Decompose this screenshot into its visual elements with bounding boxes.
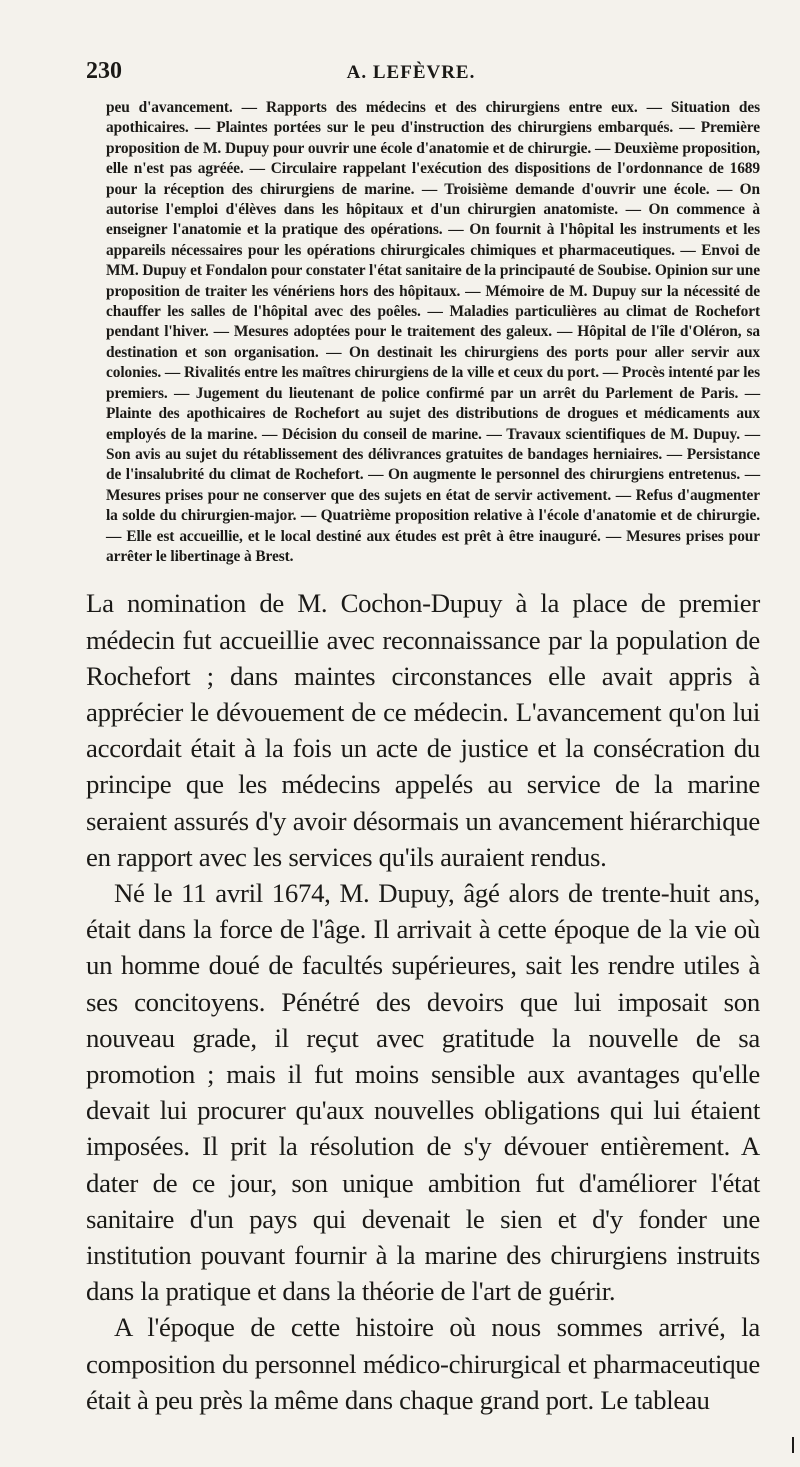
running-head: A. LEFÈVRE. [346, 62, 476, 83]
page-number: 230 [86, 58, 122, 84]
body-text [86, 585, 760, 1418]
paragraph: La nomination de M. Cochon-Dupuy à la place de premier médecin fut accueillie avec reconnaissance par la population de Rochefort ; dans maintes circonstances elle avait appris à apprécier le dévouement de ce médecin. L'avancement qu'on lui accordait était à la fois un acte de justice et la consécration du principe que les médecins appelés au service de la marine seraient assurés d'y avoir désormais un avancement hiérarchique en rapport avec les services qu'ils auraient rendus. [86, 588, 760, 872]
page-header [86, 58, 760, 98]
paragraph: A l'époque de cette histoire où nous sommes arrivé, la composition du personnel médico-chirurgical et pharmaceutique était à peu près la même dans chaque grand port. Le tableau [86, 1312, 760, 1415]
paragraph: Né le 11 avril 1674, M. Dupuy, âgé alors de trente-huit ans, était dans la force de l'âge. Il arrivait à cette époque de la vie où un homme doué de facultés supérieures, sait les rendre utiles à ses concitoyens. Pénétré des devoirs que lui imposait son nouveau grade, il reçut avec gratitude la nouvelle de sa promotion ; mais il fut moins sensible aux avantages qu'elle devait lui procurer qu'aux nouvelles obligations qui lui étaient imposées. Il prit la résolution de s'y dévouer entièrement. A dater de ce jour, son unique ambition fut d'améliorer l'état sanitaire d'un pays qui devenait le sien et d'y fonder une institution pouvant fournir à la marine des chirurgiens instruits dans la pratique et dans la théorie de l'art de guérir. [86, 877, 760, 1307]
page-edge-mark [792, 1437, 794, 1453]
chapter-summary: peu d'avancement. — Rapports des médecins et des chirurgiens entre eux. — Situation des apothicaires. — Plaintes portées sur le peu d'instruction des chirurgiens embarqués. — Première proposition de M. Dupuy pour ouvrir une école d'anatomie et de chirurgie. — Deuxième proposition, elle n'est pas agréée. — Circulaire rappelant l'exécution des dispositions de l'ordonnance de 1689 pour la réception des chirurgiens de marine. — Troisième demande d'ouvrir une école. — On autorise l'emploi d'élèves dans les hôpitaux et d'un chirurgien anatomiste. — On commence à enseigner l'anatomie et la pratique des opérations. — On fournit à l'hôpital les instruments et les appareils nécessaires pour les opérations chirurgicales chimiques et pharmaceutiques. — Envoi de MM. Dupuy et Fondalon pour constater l'état sanitaire de la principauté de Soubise. Opinion sur une proposition de traiter les vénériens hors des hôpitaux. — Mémoire de M. Dupuy sur la nécessité de chauffer les salles de l'hôpital avec des poêles. — Maladies particulières au climat de Rochefort pendant l'hiver. — Mesures adoptées pour le traitement des galeux. — Hôpital de l'île d'Oléron, sa destination et son organisation. — On destinait les chirurgiens des ports pour aller servir aux colonies. — Rivalités entre les maîtres chirurgiens de la ville et ceux du port. — Procès intenté par les premiers. — Jugement du lieutenant de police confirmé par un arrêt du Parlement de Paris. — Plainte des apothicaires de Rochefort au sujet des distributions de drogues et médicaments aux employés de la marine. — Décision du conseil de marine. — Travaux scientifiques de M. Dupuy. — Son avis au sujet du rétablissement des délivrances gratuites de bandages herniaires. — Persistance de l'insalubrité du climat de Rochefort. — On augmente le personnel des chirurgiens entretenus. — Mesures prises pour ne conserver que des sujets en état de servir activement. — Refus d'augmenter la solde du chirurgien-major. — Quatrième proposition relative à l'école d'anatomie et de chirurgie. — Elle est accueillie, et le local destiné aux études est prêt à être inauguré. — Mesures prises pour arrêter le libertinage à Brest. [106, 99, 760, 565]
